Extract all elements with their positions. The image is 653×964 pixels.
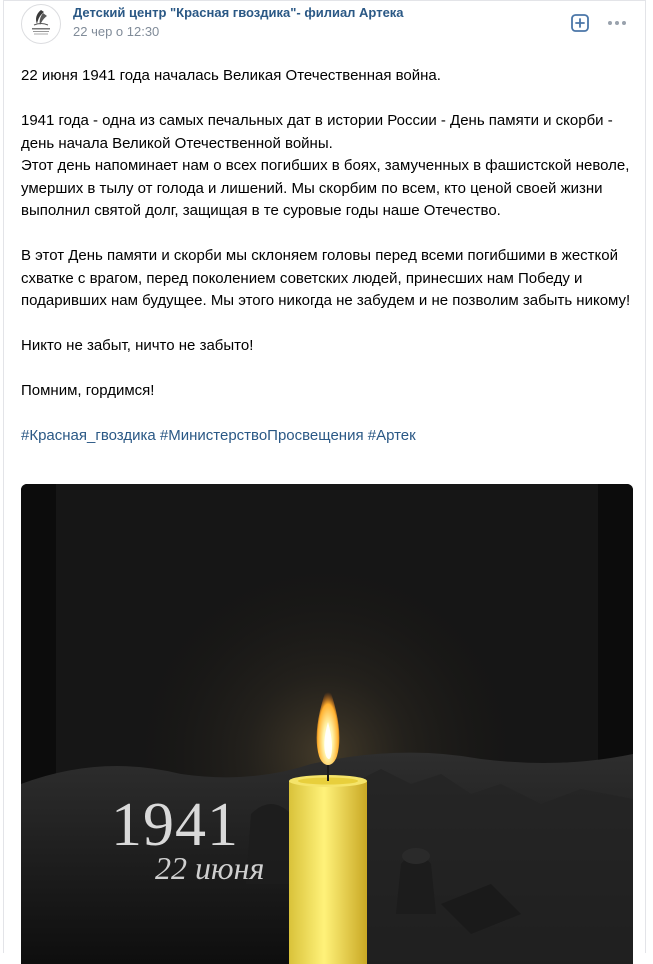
post-photo[interactable] (21, 484, 633, 964)
more-button[interactable] (604, 13, 630, 33)
ellipsis-icon (604, 13, 630, 33)
hashtags (21, 425, 633, 448)
photo-year-text: 1941 (111, 791, 239, 859)
post-header (4, 1, 645, 51)
post-date[interactable]: 22 чер о 12:30 (73, 24, 160, 39)
author-name[interactable]: Детский центр "Красная гвоздика"- филиал Артека (73, 5, 404, 20)
post-paragraph: 22 июня 1941 года началась Великая Отечественная война. (21, 67, 441, 84)
post-paragraph: В этот День памяти и скорби мы склоняем головы перед всеми погибшими в жесткой схватке с врагом, перед поколением советских людей, принесших нам Победу и подаривших нам будущее. Мы этого никогда не забудем и не позволим забыть никому! (21, 247, 631, 309)
post-paragraph: Никто не забыт, ничто не забыто! (21, 337, 254, 354)
hashtag-link[interactable]: #Артек (367, 427, 416, 444)
author-avatar[interactable] (21, 4, 61, 44)
candle-image (21, 484, 633, 964)
post-paragraph: Помним, гордимся! (21, 382, 155, 399)
logo-icon (22, 5, 60, 43)
post-card (3, 0, 646, 953)
post-text (21, 65, 633, 470)
plus-square-icon (570, 13, 590, 33)
add-button[interactable] (570, 13, 590, 33)
photo-date-text: 22 июня (155, 850, 265, 886)
hashtag-link[interactable]: #Красная_гвоздика (21, 427, 156, 444)
hashtag-link[interactable]: #МинистерствоПросвещения (159, 427, 364, 444)
post-paragraph: 1941 года - одна из самых печальных дат в истории России - День памяти и скорби - день начала Великой Отечественной войны. Этот день напоминает нам о всех погибших в боях, замученных в фашистской неволе, умерших в тылу от голода и лишений. Мы скорбим по всем, кто ценой своей жизни выполнил святой долг, защищая в те суровые годы наше Отечество. (21, 112, 630, 219)
